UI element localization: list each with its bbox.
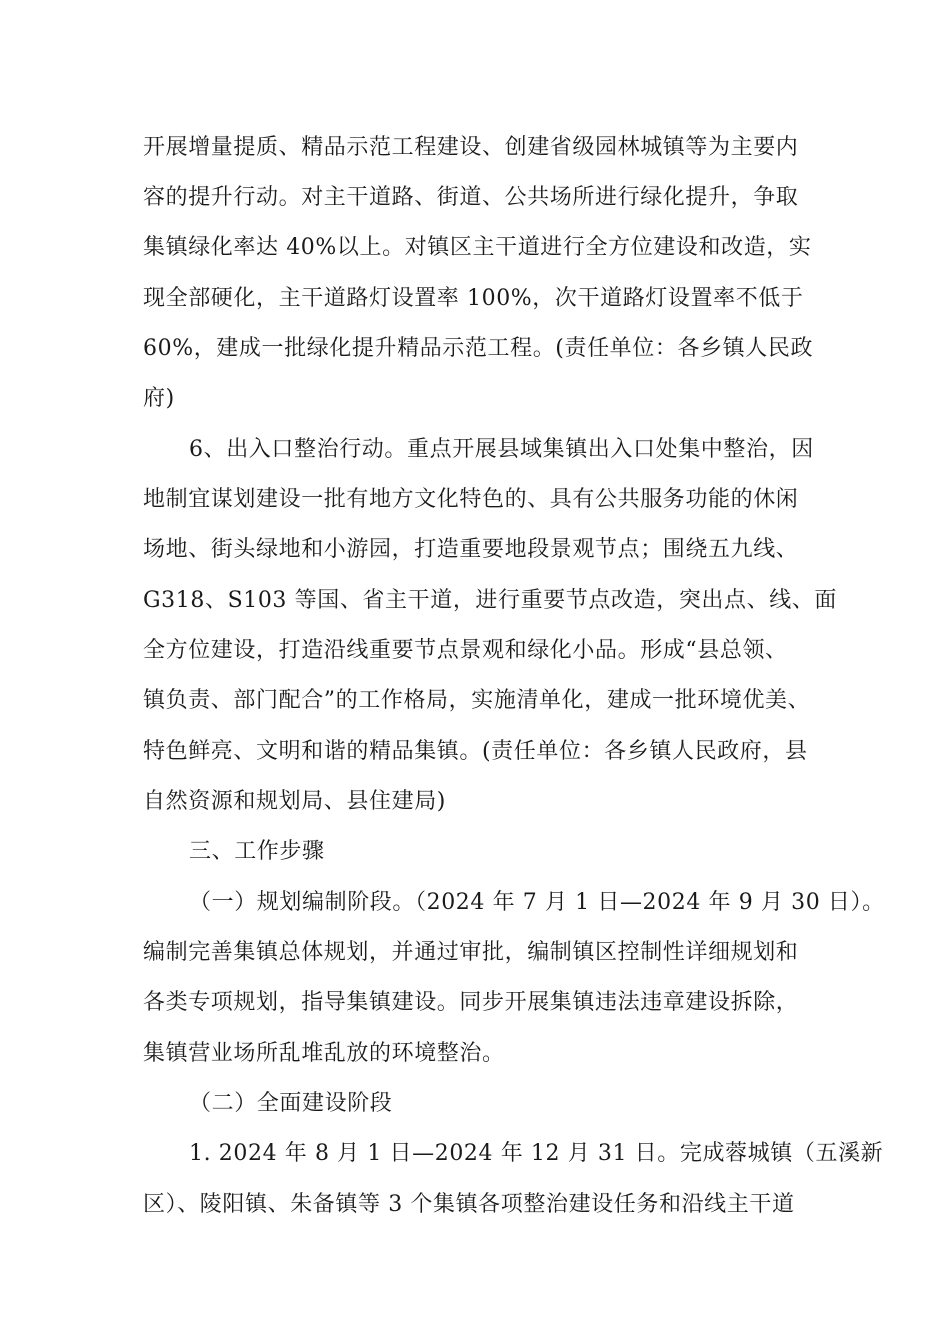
text-line-1: 开展增量提质、精品示范工程建设、创建省级园林城镇等为主要内: [143, 135, 799, 160]
text-line-4: 现全部硬化，主干道路灯设置率 100%，次干道路灯设置率不低于: [143, 286, 804, 311]
text-line-17: 编制完善集镇总体规划，并通过审批，编制镇区控制性详细规划和: [143, 940, 799, 965]
text-line-9: 场地、街头绿地和小游园，打造重要地段景观节点；围绕五九线、: [143, 537, 799, 562]
text-line-2: 容的提升行动。对主干道路、街道、公共场所进行绿化提升，争取: [143, 185, 799, 210]
text-line-19: 集镇营业场所乱堆乱放的环境整治。: [143, 1041, 505, 1066]
text-line-6: 府): [143, 386, 175, 411]
section-heading: 三、工作步骤: [189, 839, 325, 864]
text-line-14: 自然资源和规划局、县住建局): [143, 789, 446, 814]
numbered-item-1: 1. 2024 年 8 月 1 日—2024 年 12 月 31 日。完成蓉城镇（五溪新: [189, 1141, 884, 1166]
text-line-18: 各类专项规划，指导集镇建设。同步开展集镇违法违章建设拆除，: [143, 990, 799, 1015]
text-line-5: 60%，建成一批绿化提升精品示范工程。(责任单位：各乡镇人民政: [143, 336, 814, 361]
text-line-8: 地制宜谋划建设一批有地方文化特色的、具有公共服务功能的休闲: [143, 487, 799, 512]
text-line-11: 全方位建设，打造沿线重要节点景观和绿化小品。形成“县总领、: [143, 638, 788, 663]
subsection-heading-1: （一）规划编制阶段。（2024 年 7 月 1 日—2024 年 9 月 30 日）。: [189, 890, 885, 915]
text-line-22: 区）、陵阳镇、朱备镇等 3 个集镇各项整治建设任务和沿线主干道: [143, 1192, 795, 1217]
text-line-3: 集镇绿化率达 40%以上。对镇区主干道进行全方位建设和改造，实: [143, 235, 812, 260]
paragraph-6-heading-line: 6、出入口整治行动。重点开展县域集镇出入口处集中整治，因: [189, 437, 814, 462]
subsection-heading-2: （二）全面建设阶段: [189, 1091, 393, 1116]
text-line-10: G318、S103 等国、省主干道，进行重要节点改造，突出点、线、面: [143, 588, 838, 613]
text-line-13: 特色鲜亮、文明和谐的精品集镇。(责任单位：各乡镇人民政府，县: [143, 739, 808, 764]
text-line-12: 镇负责、部门配合”的工作格局，实施清单化，建成一批环境优美、: [143, 688, 811, 713]
